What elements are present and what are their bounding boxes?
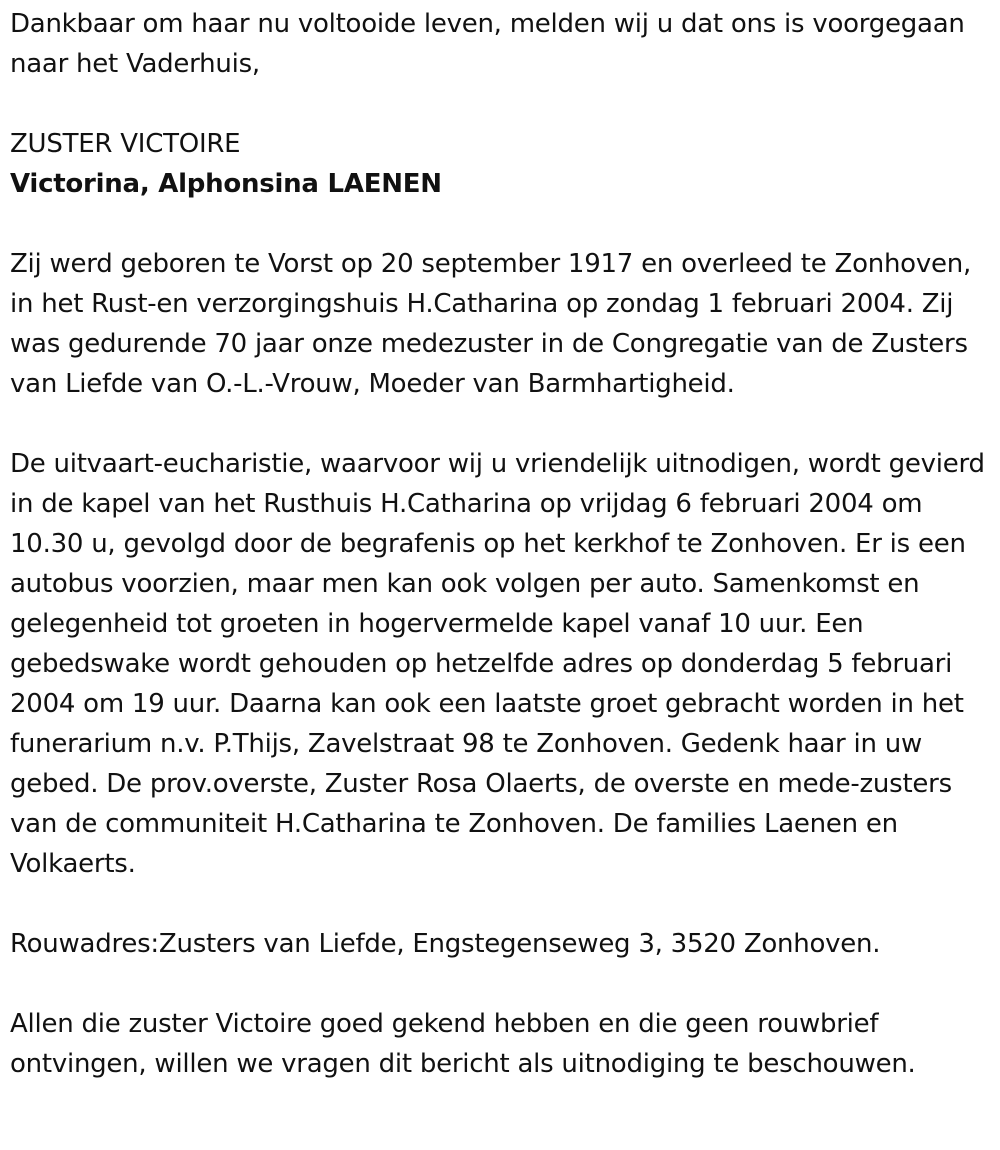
address-paragraph: Rouwadres:Zusters van Liefde, Engstegenseweg 3, 3520 Zonhoven. — [10, 929, 881, 959]
biography-paragraph: Zij werd geboren te Vorst op 20 september 1917 en overleed te Zonhoven, in het Rust-en verzorgingshuis H.Catharina op zondag 1 februari 2004. Zij was gedurende 70 jaar onze medezuster in de Congregatie van de Zusters van Liefde van O.-L.-Vrouw, Moeder van Barmhartigheid. — [10, 249, 971, 399]
obituary-notice — [10, 4, 995, 1084]
deceased-title: ZUSTER VICTOIRE — [10, 129, 241, 159]
spacer — [10, 84, 995, 124]
spacer — [10, 884, 995, 924]
spacer — [10, 404, 995, 444]
intro-paragraph: Dankbaar om haar nu voltooide leven, melden wij u dat ons is voorgegaan naar het Vaderhuis, — [10, 9, 965, 79]
closing-paragraph: Allen die zuster Victoire goed gekend hebben en die geen rouwbrief ontvingen, willen we vragen dit bericht als uitnodiging te beschouwen. — [10, 1009, 916, 1079]
spacer — [10, 204, 995, 244]
deceased-full-name: Victorina, Alphonsina LAENEN — [10, 169, 442, 199]
spacer — [10, 964, 995, 1004]
funeral-paragraph: De uitvaart-eucharistie, waarvoor wij u vriendelijk uitnodigen, wordt gevierd in de kapel van het Rusthuis H.Catharina op vrijdag 6 februari 2004 om 10.30 u, gevolgd door de begrafenis op het kerkhof te Zonhoven. Er is een autobus voorzien, maar men kan ook volgen per auto. Samenkomst en gelegenheid tot groeten in hogervermelde kapel vanaf 10 uur. Een gebedswake wordt gehouden op hetzelfde adres op donderdag 5 februari 2004 om 19 uur. Daarna kan ook een laatste groet gebracht worden in het funerarium n.v. P.Thijs, Zavelstraat 98 te Zonhoven. Gedenk haar in uw gebed. De prov.overste, Zuster Rosa Olaerts, de overste en mede-zusters van de communiteit H.Catharina te Zonhoven. De families Laenen en Volkaerts. — [10, 449, 985, 879]
